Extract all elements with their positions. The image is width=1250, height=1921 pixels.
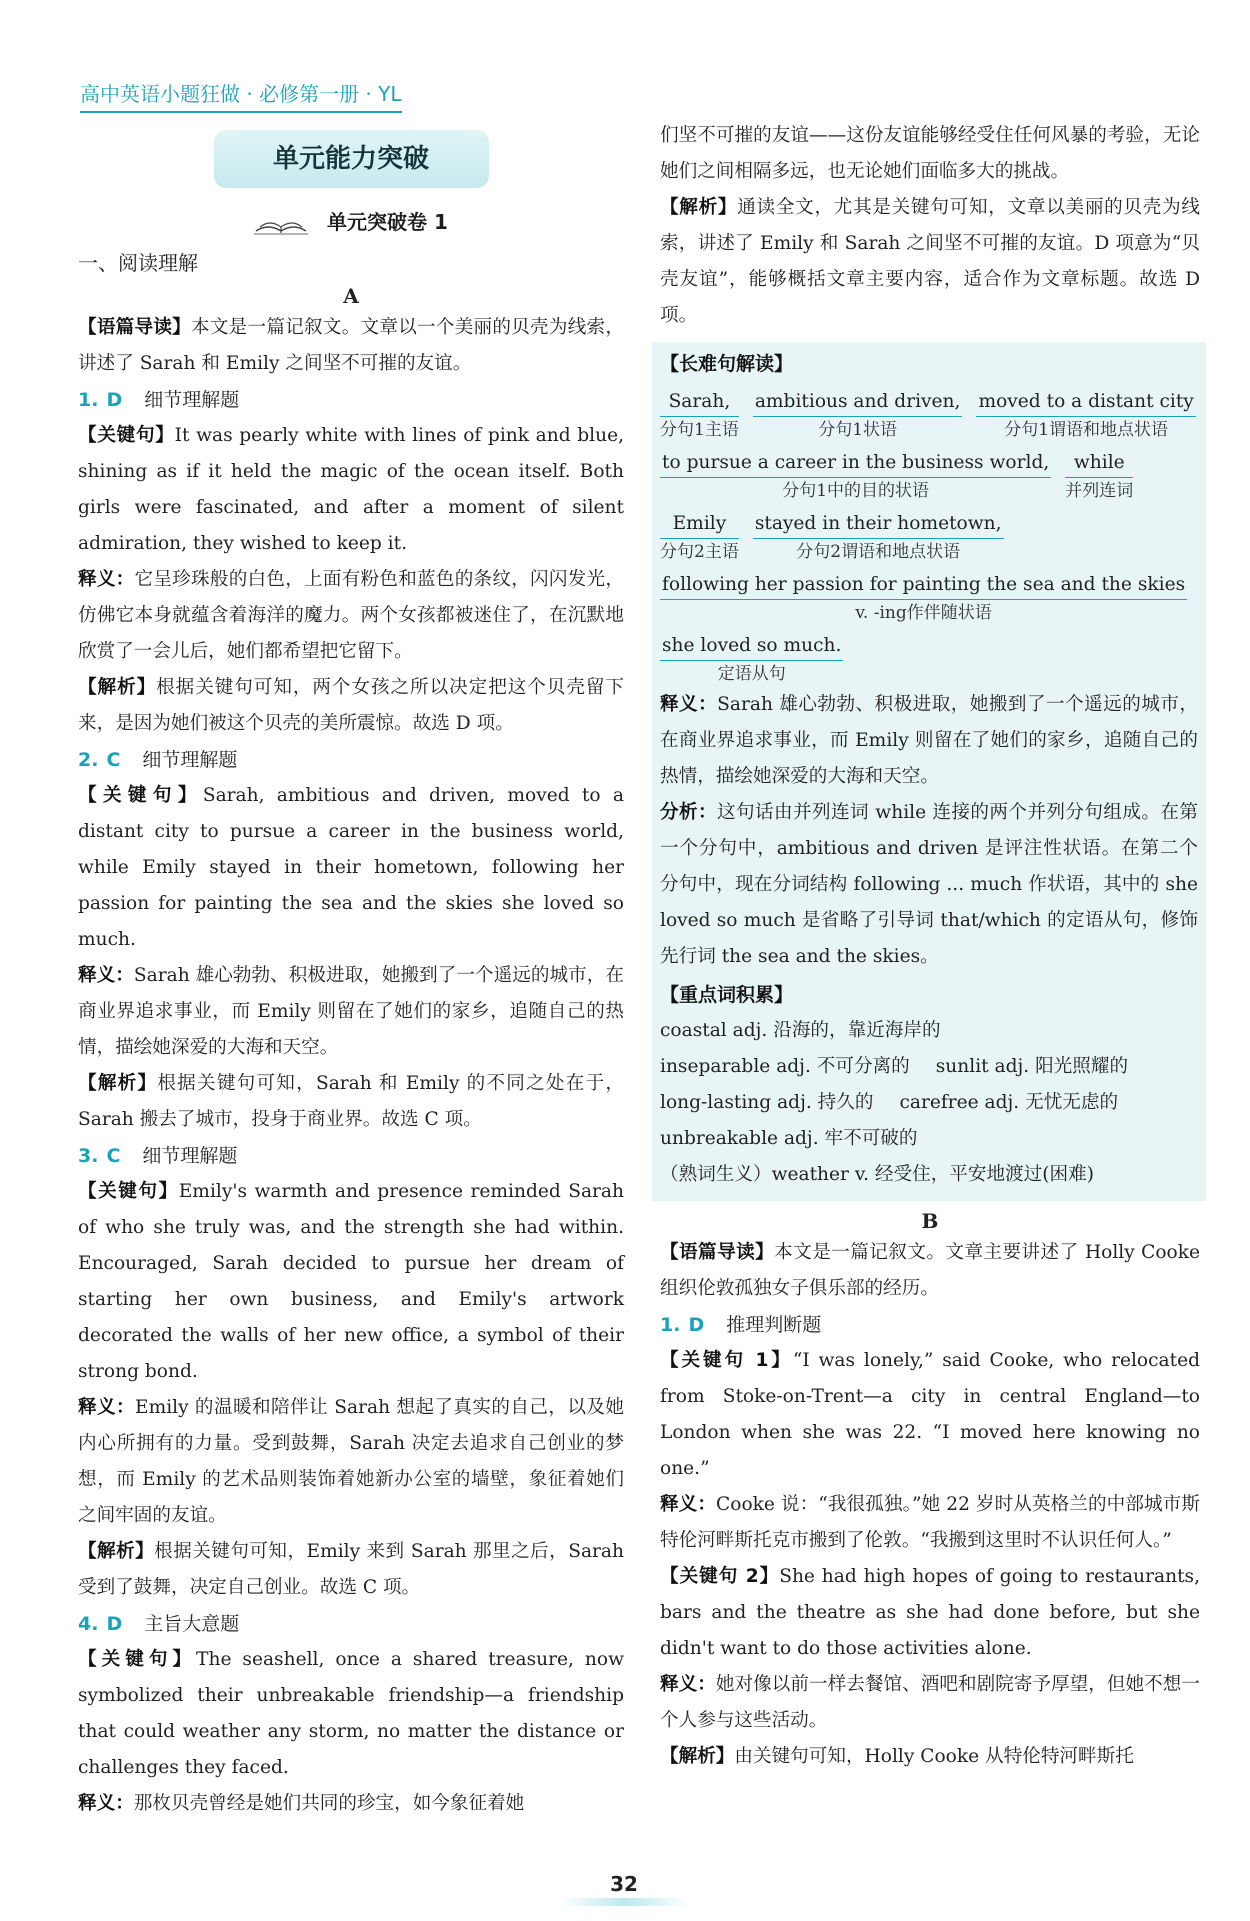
q4-key-tag: 【关键句】 — [78, 1649, 197, 1670]
question-4-header — [78, 1606, 624, 1642]
q1-num: 1. — [78, 389, 99, 411]
q1-key-text: It was pearly white with lines of pink and blue, shining as if it held the magic of the ocean itself. Both girls were fascinated, and after a moment of silent admiration, they wished to keep it. — [78, 425, 624, 554]
part-b-key-1: 【关键句 1】“I was lonely,” said Cooke, who relocated from Stoke-on-Trent—a city in central England—to London when she was 22. “I moved here knowing no one.” — [660, 1350, 1200, 1479]
q2-trans-text: Sarah 雄心勃勃、积极进取，她搬到了一个遥远的城市，在商业界追求事业，而 Emily 则留在了她们的家乡，追随自己的热情，描绘她深爱的大海和天空。 — [78, 965, 624, 1058]
part-b-trans-2: 释义：她对像以前一样去餐馆、酒吧和剧院寄予厚望，但她不想一个人参与这些活动。 — [660, 1674, 1200, 1731]
vocab-line-5: （熟词生义）weather v. 经受住，平安地渡过(困难) — [660, 1164, 1094, 1185]
question-1-header — [78, 382, 624, 418]
q2-type: 细节理解题 — [142, 749, 238, 771]
page-number: 32 — [610, 1872, 638, 1896]
q1-analysis-text: 根据关键句可知，两个女孩之所以决定把这个贝壳留下来，是因为她们被这个贝壳的美所震惊。故选 D 项。 — [78, 677, 624, 734]
q4-analysis — [660, 190, 1200, 334]
q2-key — [78, 778, 624, 958]
q1-analysis — [78, 670, 624, 742]
segment: Sarah, 分句1主语 — [660, 388, 739, 443]
long-sentence-box — [652, 342, 1206, 1201]
segment: while 并列连词 — [1065, 449, 1133, 504]
segment: moved to a distant city 分句1谓语和地点状语 — [976, 388, 1195, 443]
long-sentence-analysis: 分析：这句话由并列连词 while 连接的两个并列分句组成。在第一个分句中，ambitious and driven 是评注性状语。在第二个分句中，现在分词结构 following ... much 作状语，其中的 she loved so much 是省略了引导词 that/which 的定语从句，修饰先行词 the sea and the skies。 — [660, 802, 1198, 967]
q4-key — [78, 1642, 624, 1786]
q3-key-text: Emily's warmth and presence reminded Sarah of who she truly was, and the strength she had within. Encouraged, Sarah decided to pursue her dream of starting her own business, and Emily's artwork decorated the walls of her new office, a symbol of their strong bond. — [78, 1181, 624, 1382]
open-book-icon — [254, 213, 308, 235]
q3-trans-tag: 释义： — [78, 1397, 136, 1418]
q4-answer: D — [106, 1613, 123, 1635]
q1-key-tag: 【关键句】 — [78, 425, 175, 446]
q3-analysis-text: 根据关键句可知，Emily 来到 Sarah 那里之后，Sarah 受到了鼓舞，决定自己创业。故选 C 项。 — [78, 1541, 624, 1598]
q1-trans-tag: 释义： — [78, 569, 135, 590]
vocab-line-2: inseparable adj. 不可分离的 sunlit adj. 阳光照耀的 — [660, 1056, 1129, 1077]
vocab-tag: 【重点词积累】 — [660, 984, 794, 1006]
q1-answer: D — [106, 389, 123, 411]
analysis-row-4 — [660, 571, 1198, 626]
q4-trans-start — [78, 1786, 624, 1822]
part-b-question-1-header: 1. D 推理判断题 — [660, 1314, 822, 1336]
q2-trans-tag: 释义： — [78, 965, 134, 986]
long-sentence-tag: 【长难句解读】 — [660, 353, 794, 375]
part-b-guide: 【语篇导读】本文是一篇记叙文。文章主要讲述了 Holly Cooke 组织伦敦孤独女子俱乐部的经历。 — [660, 1242, 1200, 1299]
sub-title-text: 单元突破卷 1 — [327, 210, 448, 234]
part-b-analysis: 【解析】由关键句可知，Holly Cooke 从特伦特河畔斯托 — [660, 1746, 1134, 1767]
segment: Emily 分句2主语 — [660, 510, 739, 565]
vocab-line-1: coastal adj. 沿海的，靠近海岸的 — [660, 1020, 941, 1041]
part-b-key-2: 【关键句 2】She had high hopes of going to restaurants, bars and the theatre as she had done before, but she didn't want to do those activities alone. — [660, 1566, 1200, 1659]
q1-analysis-tag: 【解析】 — [78, 677, 157, 698]
q3-analysis-tag: 【解析】 — [78, 1541, 155, 1562]
q3-type: 细节理解题 — [142, 1145, 238, 1167]
question-2-header — [78, 742, 624, 778]
q3-trans-text: Emily 的温暖和陪伴让 Sarah 想起了真实的自己，以及她内心所拥有的力量。受到鼓舞，Sarah 决定去追求自己创业的梦想，而 Emily 的艺术品则装饰着她新办公室的墙壁，象征着她们之间牢固的友谊。 — [78, 1397, 624, 1526]
running-header: 高中英语小题狂做 · 必修第一册 · YL — [80, 78, 402, 113]
q1-key — [78, 418, 624, 562]
analysis-row-5 — [660, 632, 1198, 687]
guide-text: 本文是一篇记叙文。文章以一个美丽的贝壳为线索，讲述了 Sarah 和 Emily 之间坚不可摧的友谊。 — [78, 317, 624, 374]
sub-title — [78, 206, 624, 235]
part-a-guide — [78, 310, 624, 382]
q2-analysis — [78, 1066, 624, 1138]
q2-answer: C — [106, 749, 121, 771]
q4-analysis-tag: 【解析】 — [660, 197, 738, 218]
q4-trans-cont — [660, 118, 1200, 190]
question-3-header — [78, 1138, 624, 1174]
q1-type: 细节理解题 — [144, 389, 240, 411]
unit-title: 单元能力突破 — [214, 130, 489, 188]
segment: she loved so much. 定语从句 — [660, 632, 843, 687]
guide-tag: 【语篇导读】 — [78, 317, 192, 338]
segment: following her passion for painting the sea and the skies v. -ing作伴随状语 — [660, 571, 1187, 626]
vocab-line-4: unbreakable adj. 牢不可破的 — [660, 1128, 918, 1149]
left-column — [78, 118, 624, 1822]
analysis-row-3 — [660, 510, 1198, 565]
q3-trans — [78, 1390, 624, 1534]
q3-answer: C — [106, 1145, 121, 1167]
q2-key-tag: 【关键句】 — [78, 785, 203, 806]
long-sentence-trans: 释义：Sarah 雄心勃勃、积极进取，她搬到了一个遥远的城市，在商业界追求事业，而 Emily 则留在了她们的家乡，追随自己的热情，描绘她深爱的大海和天空。 — [660, 694, 1198, 787]
q4-trans-tag: 释义： — [78, 1793, 134, 1814]
right-column — [660, 118, 1200, 1775]
q4-num: 4. — [78, 1613, 99, 1635]
segment: ambitious and driven, 分句1状语 — [753, 388, 963, 443]
q4-analysis-text: 通读全文，尤其是关键句可知，文章以美丽的贝壳为线索，讲述了 Emily 和 Sarah 之间坚不可摧的友谊。D 项意为“贝壳友谊”，能够概括文章主要内容，适合作为文章标题。故选 D 项。 — [660, 197, 1200, 326]
part-b-trans-1: 释义：Cooke 说：“我很孤独。”她 22 岁时从英格兰的中部城市斯特伦河畔斯托克市搬到了伦敦。“我搬到这里时不认识任何人。” — [660, 1494, 1200, 1551]
segment: to pursue a career in the business world, 分句1中的目的状语 — [660, 449, 1051, 504]
q3-analysis — [78, 1534, 624, 1606]
part-b-letter: B — [921, 1209, 939, 1233]
q4-type: 主旨大意题 — [144, 1613, 240, 1635]
q4-key-text: The seashell, once a shared treasure, now symbolized their unbreakable friendship—a friendship that could weather any storm, no matter the distance or challenges they faced. — [78, 1649, 624, 1778]
q1-trans-text: 它呈珍珠般的白色，上面有粉色和蓝色的条纹，闪闪发光，仿佛它本身就蕴含着海洋的魔力。两个女孩都被迷住了，在沉默地欣赏了一会儿后，她们都希望把它留下。 — [78, 569, 624, 662]
q2-num: 2. — [78, 749, 99, 771]
q4-trans-left: 那枚贝壳曾经是她们共同的珍宝，如今象征着她 — [133, 1793, 525, 1814]
vocab-line-3: long-lasting adj. 持久的 carefree adj. 无忧无虑的 — [660, 1092, 1119, 1113]
q1-trans — [78, 562, 624, 670]
q3-num: 3. — [78, 1145, 99, 1167]
q2-key-text: Sarah, ambitious and driven, moved to a distant city to pursue a career in the business world, while Emily stayed in their hometown, following her passion for painting the sea and the skies she loved so much. — [78, 785, 624, 950]
q2-analysis-tag: 【解析】 — [78, 1073, 158, 1094]
page-number-bar — [560, 1898, 690, 1906]
q3-key — [78, 1174, 624, 1390]
analysis-row-2 — [660, 449, 1198, 504]
q4-trans-right: 们坚不可摧的友谊——这份友谊能够经受住任何风暴的考验，无论她们之间相隔多远，也无论她们面临多大的挑战。 — [660, 125, 1200, 182]
section-heading: 一、阅读理解 — [78, 251, 198, 275]
q2-analysis-text: 根据关键句可知，Sarah 和 Emily 的不同之处在于，Sarah 搬去了城市，投身于商业界。故选 C 项。 — [78, 1073, 624, 1130]
analysis-row-1 — [660, 388, 1198, 443]
q3-key-tag: 【关键句】 — [78, 1181, 179, 1202]
segment: stayed in their hometown, 分句2谓语和地点状语 — [753, 510, 1004, 565]
part-a-letter: A — [343, 284, 359, 308]
q2-trans — [78, 958, 624, 1066]
